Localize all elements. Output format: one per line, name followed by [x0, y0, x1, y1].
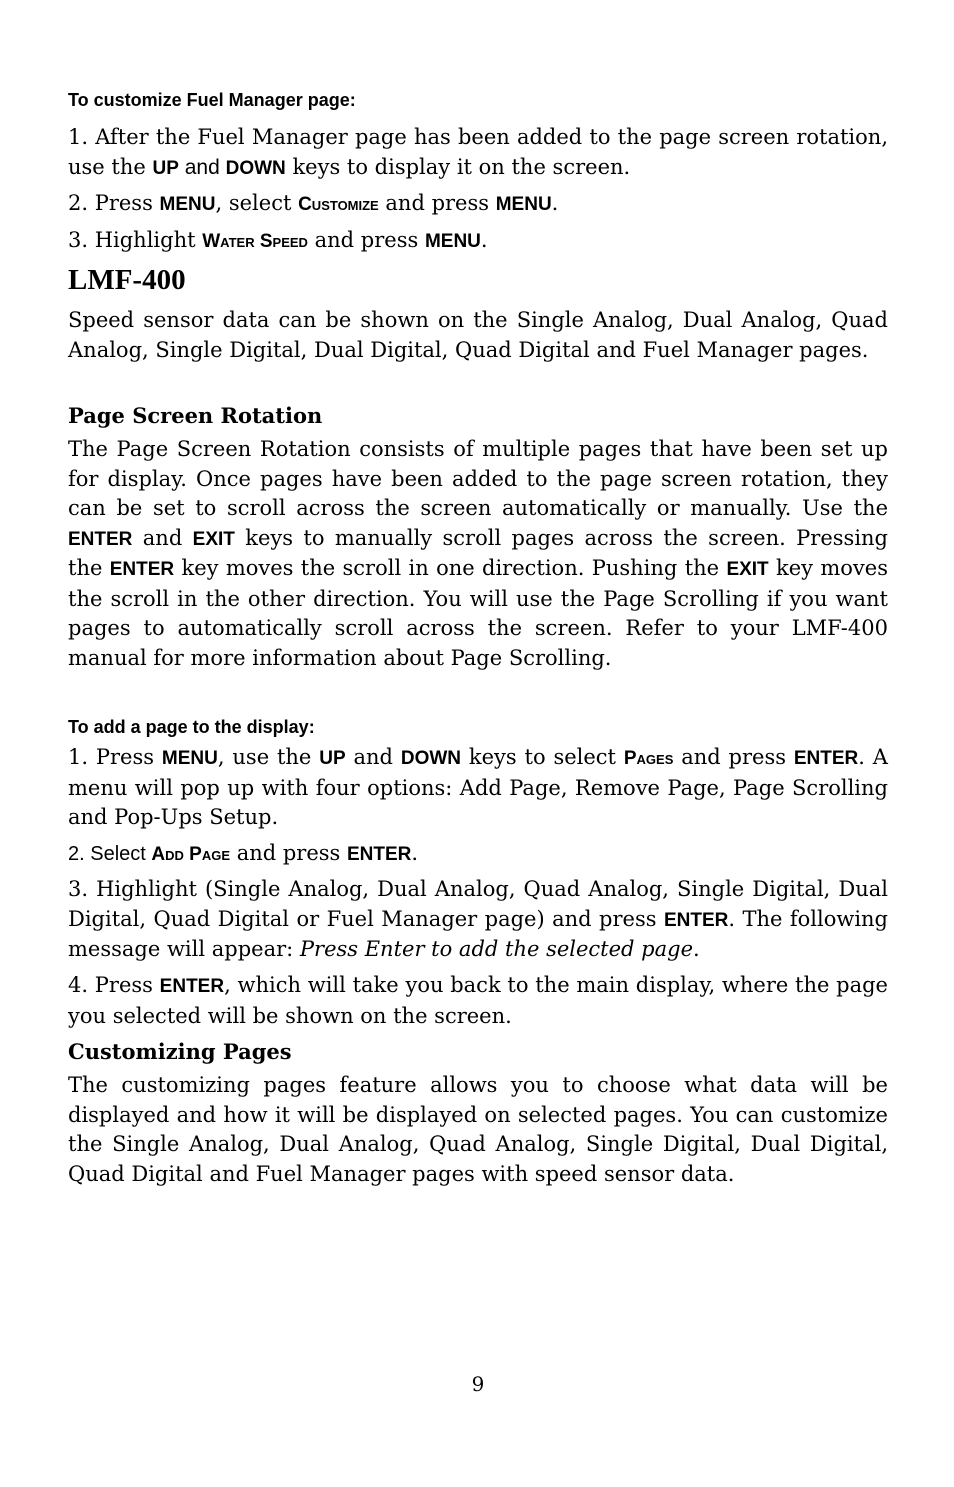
text: 3. Highlight (Single Analog, Dual Analog, Quad Analog, Single Digital, Dual Digital, Quad Digital or Fuel Manager page) and press: [68, 877, 888, 931]
text: 1. Press: [68, 745, 162, 769]
text: key moves the scroll in one direction. Pushing the: [174, 556, 727, 580]
text: 4. Press: [68, 973, 160, 997]
page-number: 9: [471, 1372, 485, 1396]
text: The Page Screen Rotation consists of multiple pages that have been set up for display. Once pages have been added to the page screen rotation, they can be set to scroll across the screen automatically or manually. Use the: [68, 437, 888, 520]
customizing-paragraph: [68, 1071, 888, 1189]
key-down: DOWN: [400, 748, 461, 769]
text: . The following message will appear:: [68, 906, 888, 961]
key-down: DOWN: [225, 157, 286, 179]
text: and: [132, 525, 193, 550]
customizing-pages-heading: Customizing Pages: [68, 1039, 292, 1064]
text: and: [178, 155, 226, 179]
text: .: [551, 191, 559, 215]
text: keys to manually scroll pages across the screen. Pressing the: [68, 525, 889, 580]
key-menu: MENU: [159, 194, 216, 215]
menu-pages: Pages: [623, 748, 674, 769]
message-text: Press Enter to add the selected page: [299, 937, 693, 961]
key-enter: ENTER: [793, 748, 859, 769]
key-menu: MENU: [424, 231, 481, 252]
text: 3. Highlight: [68, 228, 203, 252]
step-3-customize: [68, 226, 888, 257]
key-enter: ENTER: [159, 976, 225, 997]
lmf-intro-paragraph: [68, 306, 888, 365]
menu-add-page: Add Page: [151, 844, 231, 865]
step-1-add: [68, 743, 888, 833]
step-3-add: [68, 875, 888, 965]
key-exit: EXIT: [192, 528, 235, 550]
key-enter: ENTER: [109, 559, 175, 580]
key-up: UP: [152, 157, 179, 179]
text: 1. After the Fuel Manager page has been added to the page screen rotation, use the: [68, 125, 888, 179]
key-up: UP: [319, 748, 346, 769]
rotation-paragraph: [68, 435, 888, 673]
text: .: [693, 937, 700, 961]
text: .: [411, 841, 419, 865]
text: Speed sensor data can be shown on the Single Analog, Dual Analog, Quad Analog, Single Digital, Dual Digital, Quad Digital and Fuel Manager pages.: [68, 308, 888, 362]
text: and press: [673, 745, 794, 769]
text: and press: [378, 191, 496, 215]
text: 2. Select: [68, 843, 152, 865]
text: , use the: [217, 745, 320, 769]
section-heading-customize-fuel: To customize Fuel Manager page:: [68, 90, 356, 110]
text: and press: [230, 841, 347, 865]
text: keys to display it on the screen.: [285, 154, 631, 179]
key-enter: ENTER: [68, 528, 133, 550]
text: .: [480, 228, 488, 252]
menu-water-speed: Water Speed: [202, 231, 308, 252]
text: , which will take you back to the main display, where the page you selected will be shown on the screen.: [68, 973, 888, 1028]
text: . A menu will pop up with four options: Add Page, Remove Page, Page Scrolling and Pop-Ups Setup.: [68, 745, 888, 829]
menu-customize: Customize: [298, 194, 379, 215]
lmf-400-title: LMF-400: [68, 264, 186, 296]
key-menu: MENU: [161, 748, 218, 769]
text: 2. Press: [68, 191, 160, 215]
text: and: [345, 745, 401, 769]
text: , select: [215, 191, 299, 215]
text: The customizing pages feature allows you to choose what data will be displayed and how it will be displayed on selected pages. You can customize the Single Analog, Dual Analog, Quad Analog, Single Digital, Dual Digital, Quad Digital and Fuel Manager pages with speed sensor data.: [68, 1073, 888, 1186]
page-screen-rotation-heading: Page Screen Rotation: [68, 403, 323, 428]
step-2-customize: [68, 189, 888, 220]
step-2-add: [68, 839, 888, 870]
text: and press: [307, 228, 425, 252]
key-enter: ENTER: [663, 909, 729, 931]
section-heading-add-page: To add a page to the display:: [68, 717, 315, 737]
key-menu: MENU: [495, 194, 552, 215]
text: keys to select: [461, 745, 624, 769]
text: key moves the scroll in the other direction. You will use the Page Scrolling if you want pages to automatically scroll across the screen. Refer to your LMF-400 manual for more information about Page Scrolling.: [68, 556, 888, 670]
key-enter: ENTER: [347, 844, 412, 865]
step-1-customize: [68, 123, 888, 183]
step-4-add: [68, 971, 888, 1031]
key-exit: EXIT: [726, 559, 769, 580]
